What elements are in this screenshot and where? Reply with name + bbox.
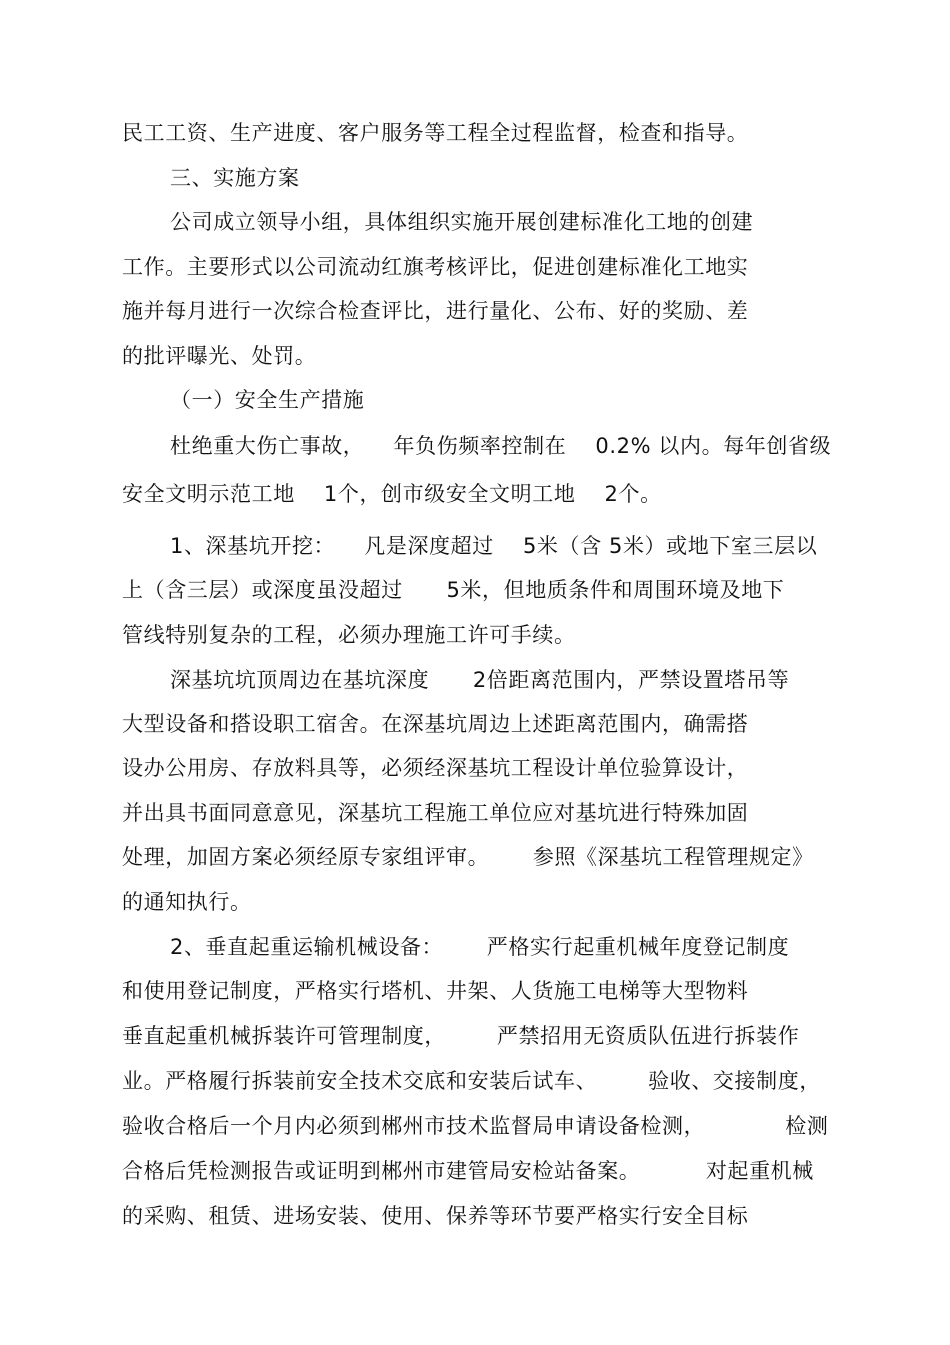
text-line: 合格后凭检测报告或证明到郴州市建管局安检站备案。 对起重机械 <box>122 1159 814 1183</box>
text-line: 1、深基坑开挖： 凡是深度超过 5米（含 5米）或地下室三层以 <box>170 534 818 558</box>
text-line: 管线特别复杂的工程，必须办理施工许可手续。 <box>122 623 576 647</box>
section-heading: 三、实施方案 <box>170 166 300 190</box>
text-line: 大型设备和搭设职工宿舍。在深基坑周边上述距离范围内，确需搭 <box>122 712 749 736</box>
text-line: 垂直起重机械拆装许可管理制度， 严禁招用无资质队伍进行拆装作 <box>122 1024 800 1048</box>
text-line: 民工工资、生产进度、客户服务等工程全过程监督，检查和指导。 <box>122 121 749 145</box>
subsection-heading: （一）安全生产措施 <box>170 388 365 412</box>
text-line: 杜绝重大伤亡事故， 年负伤频率控制在 0.2% 以内。每年创省级 <box>170 434 832 458</box>
text-line: 处理，加固方案必须经原专家组评审。 参照《深基坑工程管理规定》 <box>122 845 814 869</box>
text-line: 安全文明示范工地 1个，创市级安全文明工地 2个。 <box>122 482 662 506</box>
text-line: 深基坑坑顶周边在基坑深度 2倍距离范围内，严禁设置塔吊等 <box>170 668 790 692</box>
text-line: 2、垂直起重运输机械设备： 严格实行起重机械年度登记制度 <box>170 935 790 959</box>
text-line: 的批评曝光、处罚。 <box>122 344 317 368</box>
text-line: 的采购、租赁、进场安装、使用、保养等环节要严格实行安全目标 <box>122 1204 749 1228</box>
text-line: 和使用登记制度，严格实行塔机、井架、人货施工电梯等大型物料 <box>122 979 749 1003</box>
text-line: 验收合格后一个月内必须到郴州市技术监督局申请设备检测， 检测 <box>122 1114 829 1138</box>
text-line: 并出具书面同意意见，深基坑工程施工单位应对基坑进行特殊加固 <box>122 801 749 825</box>
text-line: 设办公用房、存放料具等，必须经深基坑工程设计单位验算设计， <box>122 756 749 780</box>
text-line: 工作。主要形式以公司流动红旗考核评比，促进创建标准化工地实 <box>122 255 749 279</box>
text-line: 上（含三层）或深度虽没超过 5米，但地质条件和周围环境及地下 <box>122 578 785 602</box>
text-line: 公司成立领导小组，具体组织实施开展创建标准化工地的创建 <box>170 210 754 234</box>
text-line: 施并每月进行一次综合检查评比，进行量化、公布、好的奖励、差 <box>122 299 749 323</box>
text-line: 的通知执行。 <box>122 890 252 914</box>
text-line: 业。严格履行拆装前安全技术交底和安装后试车、 验收、交接制度， <box>122 1069 821 1093</box>
